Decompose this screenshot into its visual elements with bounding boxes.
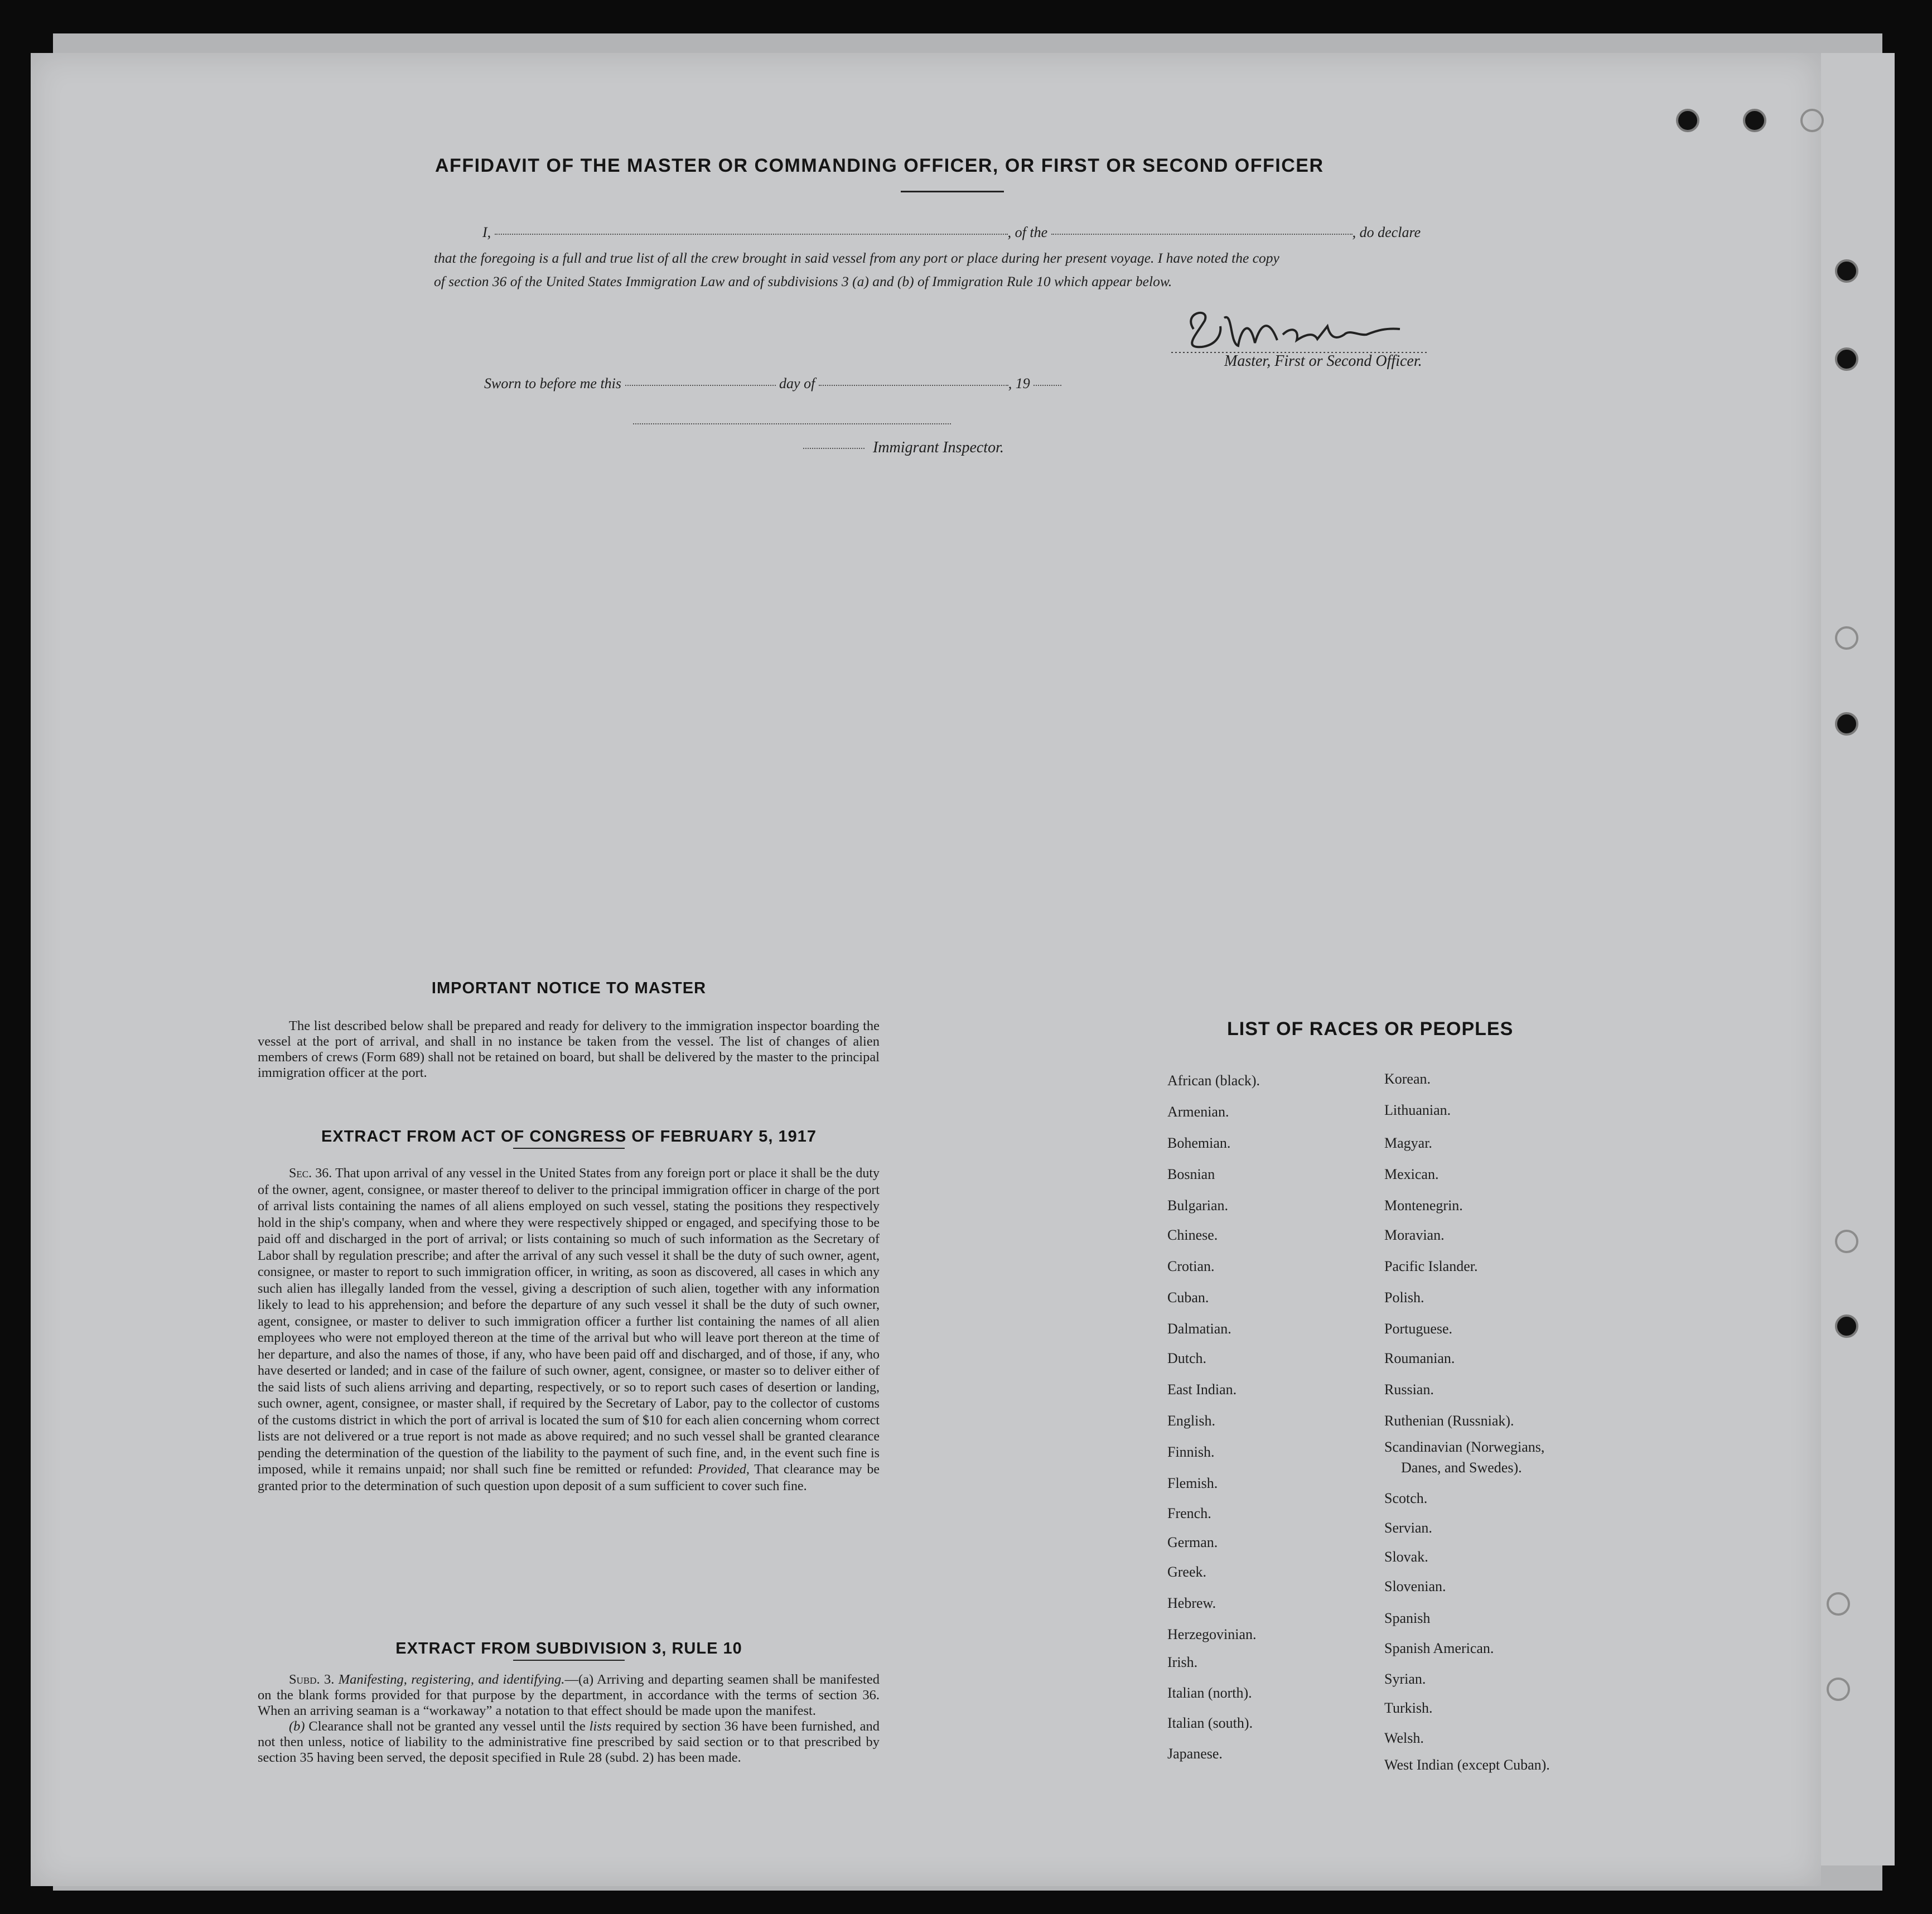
race-item: English. [1167, 1413, 1215, 1429]
signature-caption: Master, First or Second Officer. [1224, 352, 1422, 370]
binder-hole [1835, 626, 1858, 650]
binder-hole [1827, 1592, 1850, 1616]
subd-b-text-1: Clearance shall not be granted any vessel until the [308, 1719, 586, 1734]
affidavit-line-1 [482, 224, 1421, 241]
race-item: Italian (south). [1167, 1715, 1253, 1731]
subd-italic: Manifesting, registering, and identifying. [338, 1672, 565, 1687]
race-item: Bulgarian. [1167, 1197, 1229, 1214]
sworn-year: , 19 [1008, 375, 1030, 392]
sec-36-label: Sec. 36. [289, 1166, 332, 1181]
sworn-day: day of [779, 375, 815, 392]
subd-b-label: (b) [289, 1719, 305, 1734]
extract-rule-text [258, 1672, 880, 1766]
race-item: Scotch. [1384, 1490, 1428, 1506]
officer-signature [1171, 296, 1428, 357]
race-item: Bosnian [1167, 1166, 1215, 1182]
notice-text [258, 1018, 880, 1081]
race-item: Polish. [1384, 1289, 1424, 1306]
binder-hole [1827, 1678, 1850, 1701]
race-item: Dalmatian. [1167, 1321, 1231, 1337]
extract-act-rule [513, 1148, 625, 1149]
race-item: Spanish American. [1384, 1640, 1494, 1656]
race-item: Roumanian. [1384, 1350, 1455, 1366]
race-item: Cuban. [1167, 1289, 1209, 1306]
document-page [31, 53, 1821, 1886]
title-rule [901, 191, 1004, 192]
binder-hole [1676, 109, 1699, 132]
binder-hole [1835, 1230, 1858, 1253]
race-item: Welsh. [1384, 1730, 1424, 1746]
day-blank [625, 384, 776, 386]
race-item: Magyar. [1384, 1135, 1432, 1151]
affidavit-of-the: , of the [1007, 224, 1048, 240]
binder-hole [1835, 1314, 1858, 1338]
race-item: Turkish. [1384, 1700, 1433, 1716]
race-item: Dutch. [1167, 1350, 1207, 1366]
inspector-signature-blank [633, 423, 951, 424]
binder-hole [1835, 712, 1858, 736]
sworn-prefix: Sworn to before me this [484, 375, 622, 392]
races-heading: LIST OF RACES OR PEOPLES [1227, 1018, 1514, 1040]
race-item: Montenegrin. [1384, 1197, 1463, 1214]
race-item: African (black). [1167, 1072, 1260, 1089]
race-item: Italian (north). [1167, 1685, 1252, 1701]
subd-b-lists: lists [589, 1719, 612, 1734]
extract-act-text [258, 1166, 880, 1495]
race-item: Russian. [1384, 1381, 1434, 1398]
race-item: Japanese. [1167, 1746, 1223, 1762]
provided-word: Provided, [697, 1462, 750, 1477]
affidavit-line-3: of section 36 of the United States Immigration Law and of subdivisions 3 (a) and (b) of Immigration Rule 10 which appear below. [434, 273, 1172, 289]
subd-b-text-2: required by section 36 have been furnished, and not then unless, notice of liability to the administrative fine prescribed by said section or to that prescribed by section 35 having been served, the deposit specified in Rule 28 (subd. 2) has been made. [258, 1719, 880, 1765]
race-item: Finnish. [1167, 1444, 1215, 1460]
affidavit-declare: , do declare [1352, 224, 1421, 240]
race-item: Irish. [1167, 1654, 1198, 1670]
binder-hole [1800, 109, 1824, 132]
race-item: Korean. [1384, 1071, 1431, 1087]
extract-rule-heading: EXTRACT FROM SUBDIVISION 3, RULE 10 [395, 1640, 742, 1657]
inspector-caption: Immigrant Inspector. [873, 439, 1004, 456]
vessel-blank [1051, 233, 1353, 235]
race-item: Portuguese. [1384, 1321, 1453, 1337]
race-item: Pacific Islander. [1384, 1258, 1478, 1274]
sworn-line [484, 375, 1061, 392]
inspector-blank [803, 447, 864, 449]
affidavit-line-2: that the foregoing is a full and true list of all the crew brought in said vessel from any port or place during her present voyage. I have noted the copy [434, 250, 1279, 266]
race-item: Chinese. [1167, 1227, 1218, 1243]
race-item: Lithuanian. [1384, 1102, 1451, 1118]
affidavit-title: AFFIDAVIT OF THE MASTER OR COMMANDING OFFICER, OR FIRST OR SECOND OFFICER [435, 155, 1324, 176]
year-blank [1033, 384, 1061, 386]
notice-body: The list described below shall be prepared and ready for delivery to the immigration inspector boarding the vessel at the port of arrival, and shall in no instance be taken from the vessel. The list of changes of alien members of crews (Form 689) shall not be retained on board, but shall be delivered by the master to the principal immigration officer at the port. [258, 1018, 880, 1080]
race-item: East Indian. [1167, 1381, 1237, 1398]
race-item: Greek. [1167, 1564, 1207, 1580]
binder-hole [1835, 347, 1858, 371]
name-blank [495, 233, 1008, 235]
race-item: Bohemian. [1167, 1135, 1231, 1151]
race-item: Slovenian. [1384, 1578, 1446, 1594]
race-item: French. [1167, 1505, 1211, 1521]
month-blank [819, 384, 1008, 386]
notice-heading: IMPORTANT NOTICE TO MASTER [431, 979, 707, 997]
race-item: Ruthenian (Russniak). [1384, 1413, 1514, 1429]
race-item: Moravian. [1384, 1227, 1445, 1243]
race-item: Hebrew. [1167, 1595, 1216, 1611]
race-item: Armenian. [1167, 1104, 1229, 1120]
race-item: West Indian (except Cuban). [1384, 1757, 1550, 1773]
subd-label: Subd. 3. [289, 1672, 335, 1687]
race-item: Mexican. [1384, 1166, 1439, 1182]
race-item: German. [1167, 1534, 1218, 1550]
sec-36-end: That clearance may be granted prior to the determination of such question upon deposit of a sum sufficient to cover such fine. [258, 1462, 880, 1494]
race-item: Crotian. [1167, 1258, 1215, 1274]
race-item: Danes, and Swedes). [1401, 1459, 1522, 1476]
race-item: Slovak. [1384, 1549, 1428, 1565]
race-item: Scandinavian (Norwegians, [1384, 1439, 1545, 1455]
sec-36-body: That upon arrival of any vessel in the United States from any foreign port or place it shall be the duty of the owner, agent, consignee, or master thereof to deliver to the principal immigration officer in charge of the port of arrival lists containing the names of all aliens employed on such vessel, stating the positions they respectively hold in the ship's company, when and where they were respectively shipped or engaged, and specifying those to be paid off and discharged in the port of arrival; or lists containing so much of such information as the Secretary of Labor shall by regulation prescribe; and after the arrival of any such vessel it shall be the duty of such owner, agent, consignee, or master to report to such immigration officer, in writing, as soon as discovered, all cases in which any such alien has illegally landed from the vessel, giving a description of such alien, together with any information likely to lead to his apprehension; and before the departure of any such vessel it shall be the duty of such owner, agent, consignee, or master to deliver to such immigration officer a further list containing the names of all alien employees who were not employed thereon at the time of the arrival but who will leave port thereon at the time of her departure, and also the names of those, if any, who have been paid off and discharged, and of those, if any, who have deserted or landed; and in case of the failure of such owner, agent, consignee, or master so to deliver either of the said lists of such aliens arriving and departing, respectively, or so to report such cases of desertion or landing, such owner, agent, consignee, or master shall, if required by the Secretary of Labor, pay to the collector of customs of the customs district in which the port of arrival is located the sum of $10 for each alien concerning whom correct lists are not delivered or a true report is not made as above required; and no such vessel shall be granted clearance pending the determination of the question of the liability to the payment of such fine, and, in the event such fine is imposed, while it remains unpaid; nor shall such fine be remitted or refunded: [258, 1166, 880, 1477]
binder-hole [1835, 259, 1858, 283]
binder-hole [1743, 109, 1766, 132]
race-item: Herzegovinian. [1167, 1626, 1257, 1642]
race-item: Servian. [1384, 1520, 1432, 1536]
race-item: Spanish [1384, 1610, 1431, 1626]
affidavit-i: I, [482, 224, 491, 240]
extract-act-heading: EXTRACT FROM ACT OF CONGRESS OF FEBRUARY 5, 1917 [321, 1128, 817, 1146]
extract-rule-rule [513, 1660, 625, 1661]
race-item: Flemish. [1167, 1475, 1218, 1491]
race-item: Syrian. [1384, 1671, 1426, 1687]
subd-a-text: —(a) Arriving and departing seamen shall be manifested on the blank forms provided for that purpose by the department, in accordance with the terms of section 36. When an arriving seaman is a “workaway” a notation to that effect should be made upon the manifest. [258, 1672, 880, 1718]
